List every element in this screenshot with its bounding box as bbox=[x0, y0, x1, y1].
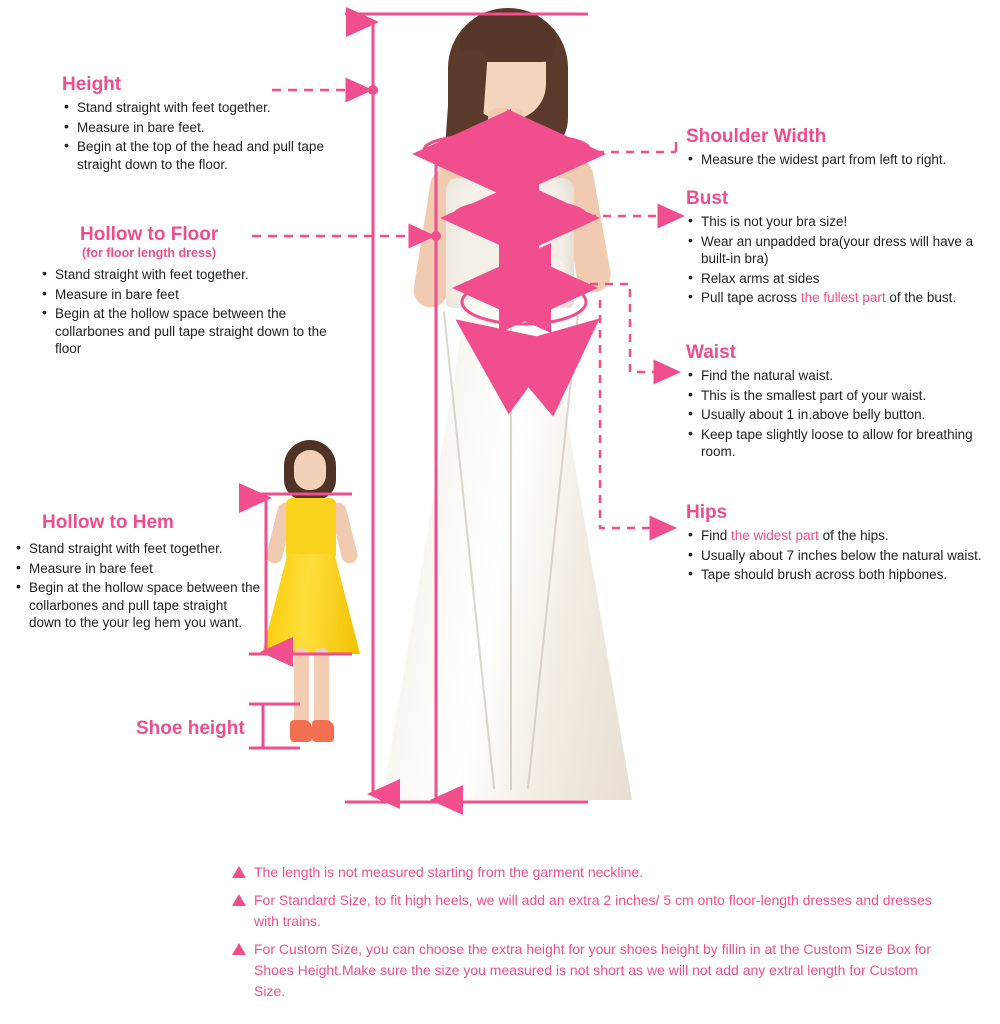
list-item: • Usually about 7 inches below the natural waist. bbox=[686, 547, 996, 565]
list-item: • Measure in bare feet bbox=[14, 560, 262, 578]
list-item: • Stand straight with feet together. bbox=[62, 99, 362, 117]
section-height-list bbox=[62, 99, 362, 173]
section-bust-heading: Bust bbox=[686, 188, 729, 209]
note-text: For Standard Size, to fit high heels, we will add an extra 2 inches/ 5 cm onto floor-length dresses and dresses with trains. bbox=[254, 892, 932, 929]
section-hollow-to-hem bbox=[14, 512, 262, 634]
list-item: • Wear an unpadded bra(your dress will have a built-in bra) bbox=[686, 233, 998, 268]
section-hollow-to-hem-list bbox=[14, 540, 262, 632]
footer-notes bbox=[232, 862, 952, 1009]
section-hollow-to-floor-subheading: (for floor length dress) bbox=[82, 246, 217, 260]
section-shoulder-width bbox=[686, 126, 996, 171]
note-text: For Custom Size, you can choose the extra height for your shoes height by fillin in at the Custom Size Box for Shoes Height.Make sure the size you measured is not short as we will not add any extral length for Custom Size. bbox=[254, 941, 932, 999]
note-item bbox=[232, 890, 952, 932]
note-item bbox=[232, 862, 952, 883]
list-item: • Stand straight with feet together. bbox=[14, 540, 262, 558]
highlight-fullest-part: the fullest part bbox=[800, 290, 886, 305]
list-item: • Begin at the hollow space between the collarbones and pull tape straight down to the floor bbox=[40, 305, 340, 358]
list-item: • This is the smallest part of your waist. bbox=[686, 387, 996, 405]
warning-triangle-icon bbox=[232, 943, 246, 955]
section-bust bbox=[686, 188, 998, 309]
list-item: • This is not your bra size! bbox=[686, 213, 998, 231]
section-height-heading: Height bbox=[62, 74, 122, 95]
note-item bbox=[232, 939, 952, 1002]
shoe-height-label: Shoe height bbox=[136, 718, 245, 739]
section-waist-list bbox=[686, 367, 996, 461]
note-text: The length is not measured starting from the garment neckline. bbox=[254, 864, 644, 880]
section-hollow-to-floor-list bbox=[40, 266, 340, 358]
section-hips-heading: Hips bbox=[686, 502, 728, 523]
warning-triangle-icon bbox=[232, 894, 246, 906]
section-hollow-to-floor bbox=[40, 224, 340, 360]
section-height bbox=[62, 74, 362, 175]
section-hollow-to-floor-heading: Hollow to Floor bbox=[80, 224, 219, 245]
section-shoulder-width-heading: Shoulder Width bbox=[686, 126, 827, 147]
list-item: • Relax arms at sides bbox=[686, 270, 998, 288]
list-item: • Find the natural waist. bbox=[686, 367, 996, 385]
list-item: • Begin at the top of the head and pull tape straight down to the floor. bbox=[62, 138, 362, 173]
section-bust-list bbox=[686, 213, 998, 307]
list-item: • Measure in bare feet bbox=[40, 286, 340, 304]
section-hips-list bbox=[686, 527, 996, 584]
list-item: • Tape should brush across both hipbones. bbox=[686, 566, 996, 584]
list-item: • Measure the widest part from left to right. bbox=[686, 151, 996, 169]
list-item: • Measure in bare feet. bbox=[62, 119, 362, 137]
list-item: • Stand straight with feet together. bbox=[40, 266, 340, 284]
section-hollow-to-hem-heading: Hollow to Hem bbox=[42, 512, 174, 533]
list-item: • Begin at the hollow space between the collarbones and pull tape straight down to the your leg hem you want. bbox=[14, 579, 262, 632]
highlight-widest-part: the widest part bbox=[731, 528, 819, 543]
warning-triangle-icon bbox=[232, 866, 246, 878]
section-waist bbox=[686, 342, 996, 463]
list-item: • Keep tape slightly loose to allow for breathing room. bbox=[686, 426, 996, 461]
section-shoulder-width-list bbox=[686, 151, 996, 169]
section-hips bbox=[686, 502, 996, 586]
section-waist-heading: Waist bbox=[686, 342, 736, 363]
list-item-hips-widest: • Find the widest part of the hips. bbox=[686, 527, 996, 545]
list-item-bust-fullest: • Pull tape across the fullest part of the bust. bbox=[686, 289, 998, 307]
list-item: • Usually about 1 in.above belly button. bbox=[686, 406, 996, 424]
